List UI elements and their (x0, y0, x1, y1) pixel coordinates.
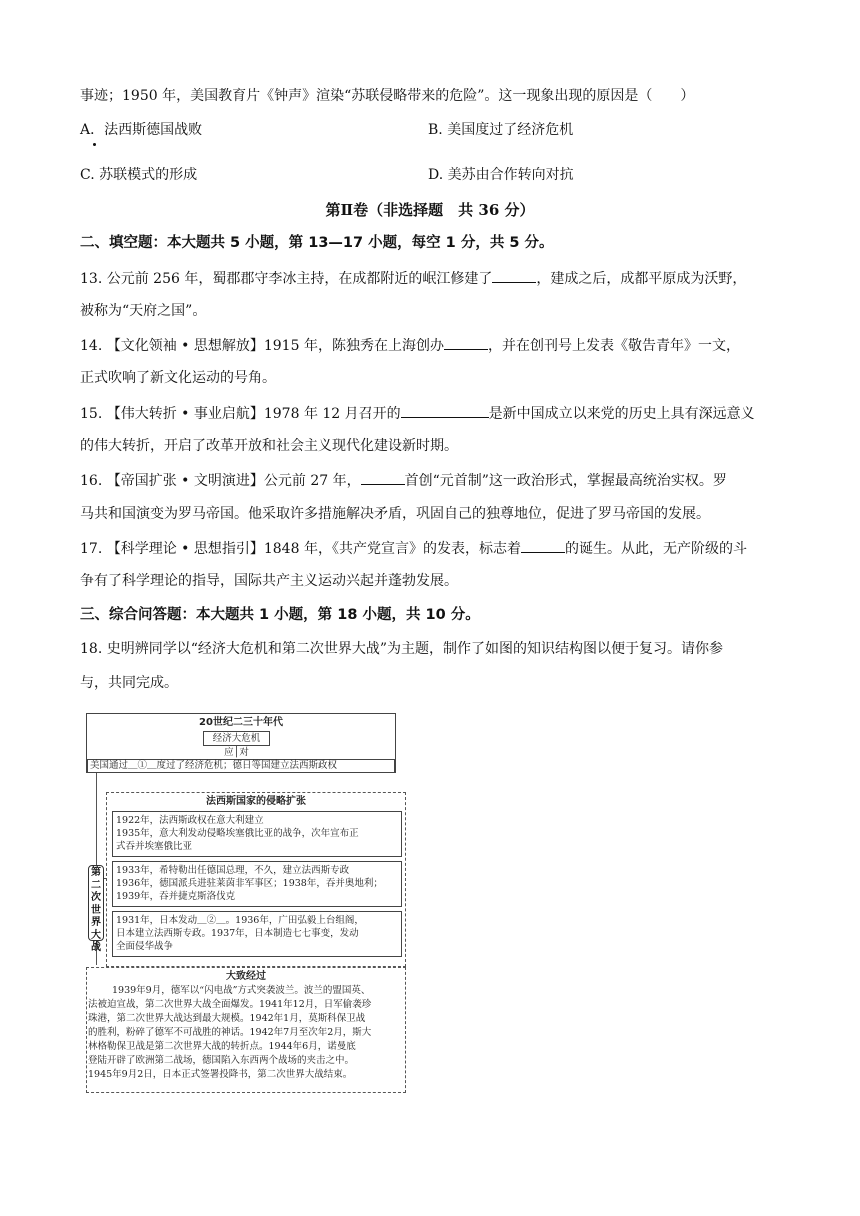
q16-line1 (80, 470, 727, 491)
part2-heading: 二、填空题：本大题共 5 小题，第 13—17 小题，每空 1 分，共 5 分。 (80, 235, 554, 251)
q13-blank[interactable] (492, 268, 536, 283)
q16-line2: 马共和国演变为罗马帝国。他采取许多措施解决矛盾，巩固自己的独尊地位，促进了罗马帝国的发展。 (80, 506, 710, 522)
q13-text-a: 13. 公元前 256 年，蜀郡郡守李冰主持，在成都附近的岷江修建了 (80, 271, 493, 287)
japan-line: 日本建立法西斯专政。1937年，日本制造七七事变，发动 (116, 928, 359, 939)
course-line: 1939年9月，德军以“闪电战”方式突袭波兰。波兰的盟国英、 (112, 985, 371, 996)
course-line: 法被迫宣战，第二次世界大战全面爆发。1941年12月，日军偷袭珍 (88, 999, 372, 1010)
q12-stem: 事迹；1950 年，美国教育片《钟声》渲染“苏联侵略带来的危险”。这一现象出现的原因是（ ） (80, 88, 695, 104)
q13-line1 (80, 268, 746, 289)
q16-text-a: 16. 【帝国扩张 • 文明演进】公元前 27 年， (80, 473, 361, 489)
q14-text-a: 14. 【文化领袖 • 思想解放】1915 年，陈独秀在上海创办 (80, 338, 444, 354)
q15-line1 (80, 403, 755, 424)
italy-line: 1922年，法西斯政权在意大利建立 (116, 815, 264, 826)
q16-blank[interactable] (361, 470, 405, 485)
course-line: 的胜利，粉碎了德军不可战胜的神话。1942年7月至次年2月，斯大 (88, 1027, 372, 1038)
q18-line1: 18. 史明辨同学以“经济大危机和第二次世界大战”为主题，制作了如图的知识结构图以便于复习。请你参 (80, 641, 724, 657)
q12-option-c[interactable]: C. 苏联模式的形成 (80, 167, 198, 183)
italy-line: 式吞并埃塞俄比亚 (116, 841, 193, 852)
emphasis-dot (93, 143, 96, 146)
course-line: 林格勒保卫战是第二次世界大战的转折点。1944年6月，诺曼底 (88, 1041, 356, 1052)
section-ii-title: 第Ⅱ卷（非选择题 共 36 分） (325, 201, 535, 219)
connector-line (96, 773, 97, 865)
knowledge-structure-diagram (84, 713, 408, 1095)
q13-text-b: ，建成之后，成都平原成为沃野， (536, 271, 747, 287)
germany-line: 1939年，吞并捷克斯洛伐克 (116, 891, 236, 902)
q12-option-d[interactable]: D. 美苏由合作转向对抗 (428, 167, 574, 183)
q15-text-a: 15. 【伟大转折 • 事业启航】1978 年 12 月召开的 (80, 406, 401, 422)
q14-line1 (80, 335, 740, 356)
q14-blank[interactable] (444, 335, 488, 350)
era-title: 20世纪二三十年代 (199, 717, 283, 728)
q17-text-b: 的诞生。从此，无产阶级的斗 (564, 541, 747, 557)
course-line: 登陆开辟了欧洲第二战场，德国陷入东西两个战场的夹击之中。 (88, 1055, 355, 1066)
crisis-label: 经济大危机 (212, 733, 261, 744)
q15-blank[interactable] (401, 403, 489, 418)
q14-text-b: ，并在创刊号上发表《敬告青年》一文， (487, 338, 740, 354)
q16-text-b: 首创“元首制”这一政治形式，掌握最高统治实权。罗 (404, 473, 727, 489)
course-line: 1945年9月2日，日本正式签署投降书，第二次世界大战结束。 (88, 1069, 353, 1080)
q12-option-b[interactable]: B. 美国度过了经济危机 (428, 122, 574, 138)
response-text: 美国通过＿①＿度过了经济危机；德日等国建立法西斯政权 (90, 760, 338, 771)
q15-text-b: 是新中国成立以来党的历史上具有深远意义 (488, 406, 755, 422)
q15-line2: 的伟大转折，开启了改革开放和社会主义现代化建设新时期。 (80, 438, 458, 454)
japan-line: 1931年，日本发动＿②＿。1936年，广田弘毅上台组阁， (116, 915, 364, 926)
italy-line: 1935年，意大利发动侵略埃塞俄比亚的战争，次年宣布正 (116, 828, 359, 839)
germany-line: 1936年，德国派兵进驻莱茵非军事区；1938年，吞并奥地利； (116, 878, 383, 889)
respond-label: 应│对 (224, 747, 249, 758)
ww2-side-label: 第 二 次 世 界 大 战 (88, 865, 104, 941)
part3-heading: 三、综合问答题：本大题共 1 小题，第 18 小题，共 10 分。 (80, 607, 480, 623)
aggression-title: 法西斯国家的侵略扩张 (206, 796, 306, 807)
q18-line2: 与，共同完成。 (80, 675, 178, 691)
q17-line1 (80, 538, 747, 559)
q17-blank[interactable] (521, 538, 565, 553)
japan-line: 全面侵华战争 (116, 941, 174, 952)
germany-line: 1933年，希特勒出任德国总理，不久，建立法西斯专政 (116, 865, 350, 876)
q13-line2: 被称为“天府之国”。 (80, 303, 207, 319)
course-title: 大致经过 (226, 971, 266, 982)
q14-line2: 正式吹响了新文化运动的号角。 (80, 370, 276, 386)
course-line: 珠港，第二次世界大战达到最大规模。1942年1月，莫斯科保卫战 (88, 1013, 366, 1024)
q12-option-a[interactable]: A．法西斯德国战败 (80, 122, 203, 138)
q17-text-a: 17. 【科学理论 • 思想指引】1848 年，《共产党宣言》的发表，标志着 (80, 541, 521, 557)
q17-line2: 争有了科学理论的指导，国际共产主义运动兴起并蓬勃发展。 (80, 573, 458, 589)
